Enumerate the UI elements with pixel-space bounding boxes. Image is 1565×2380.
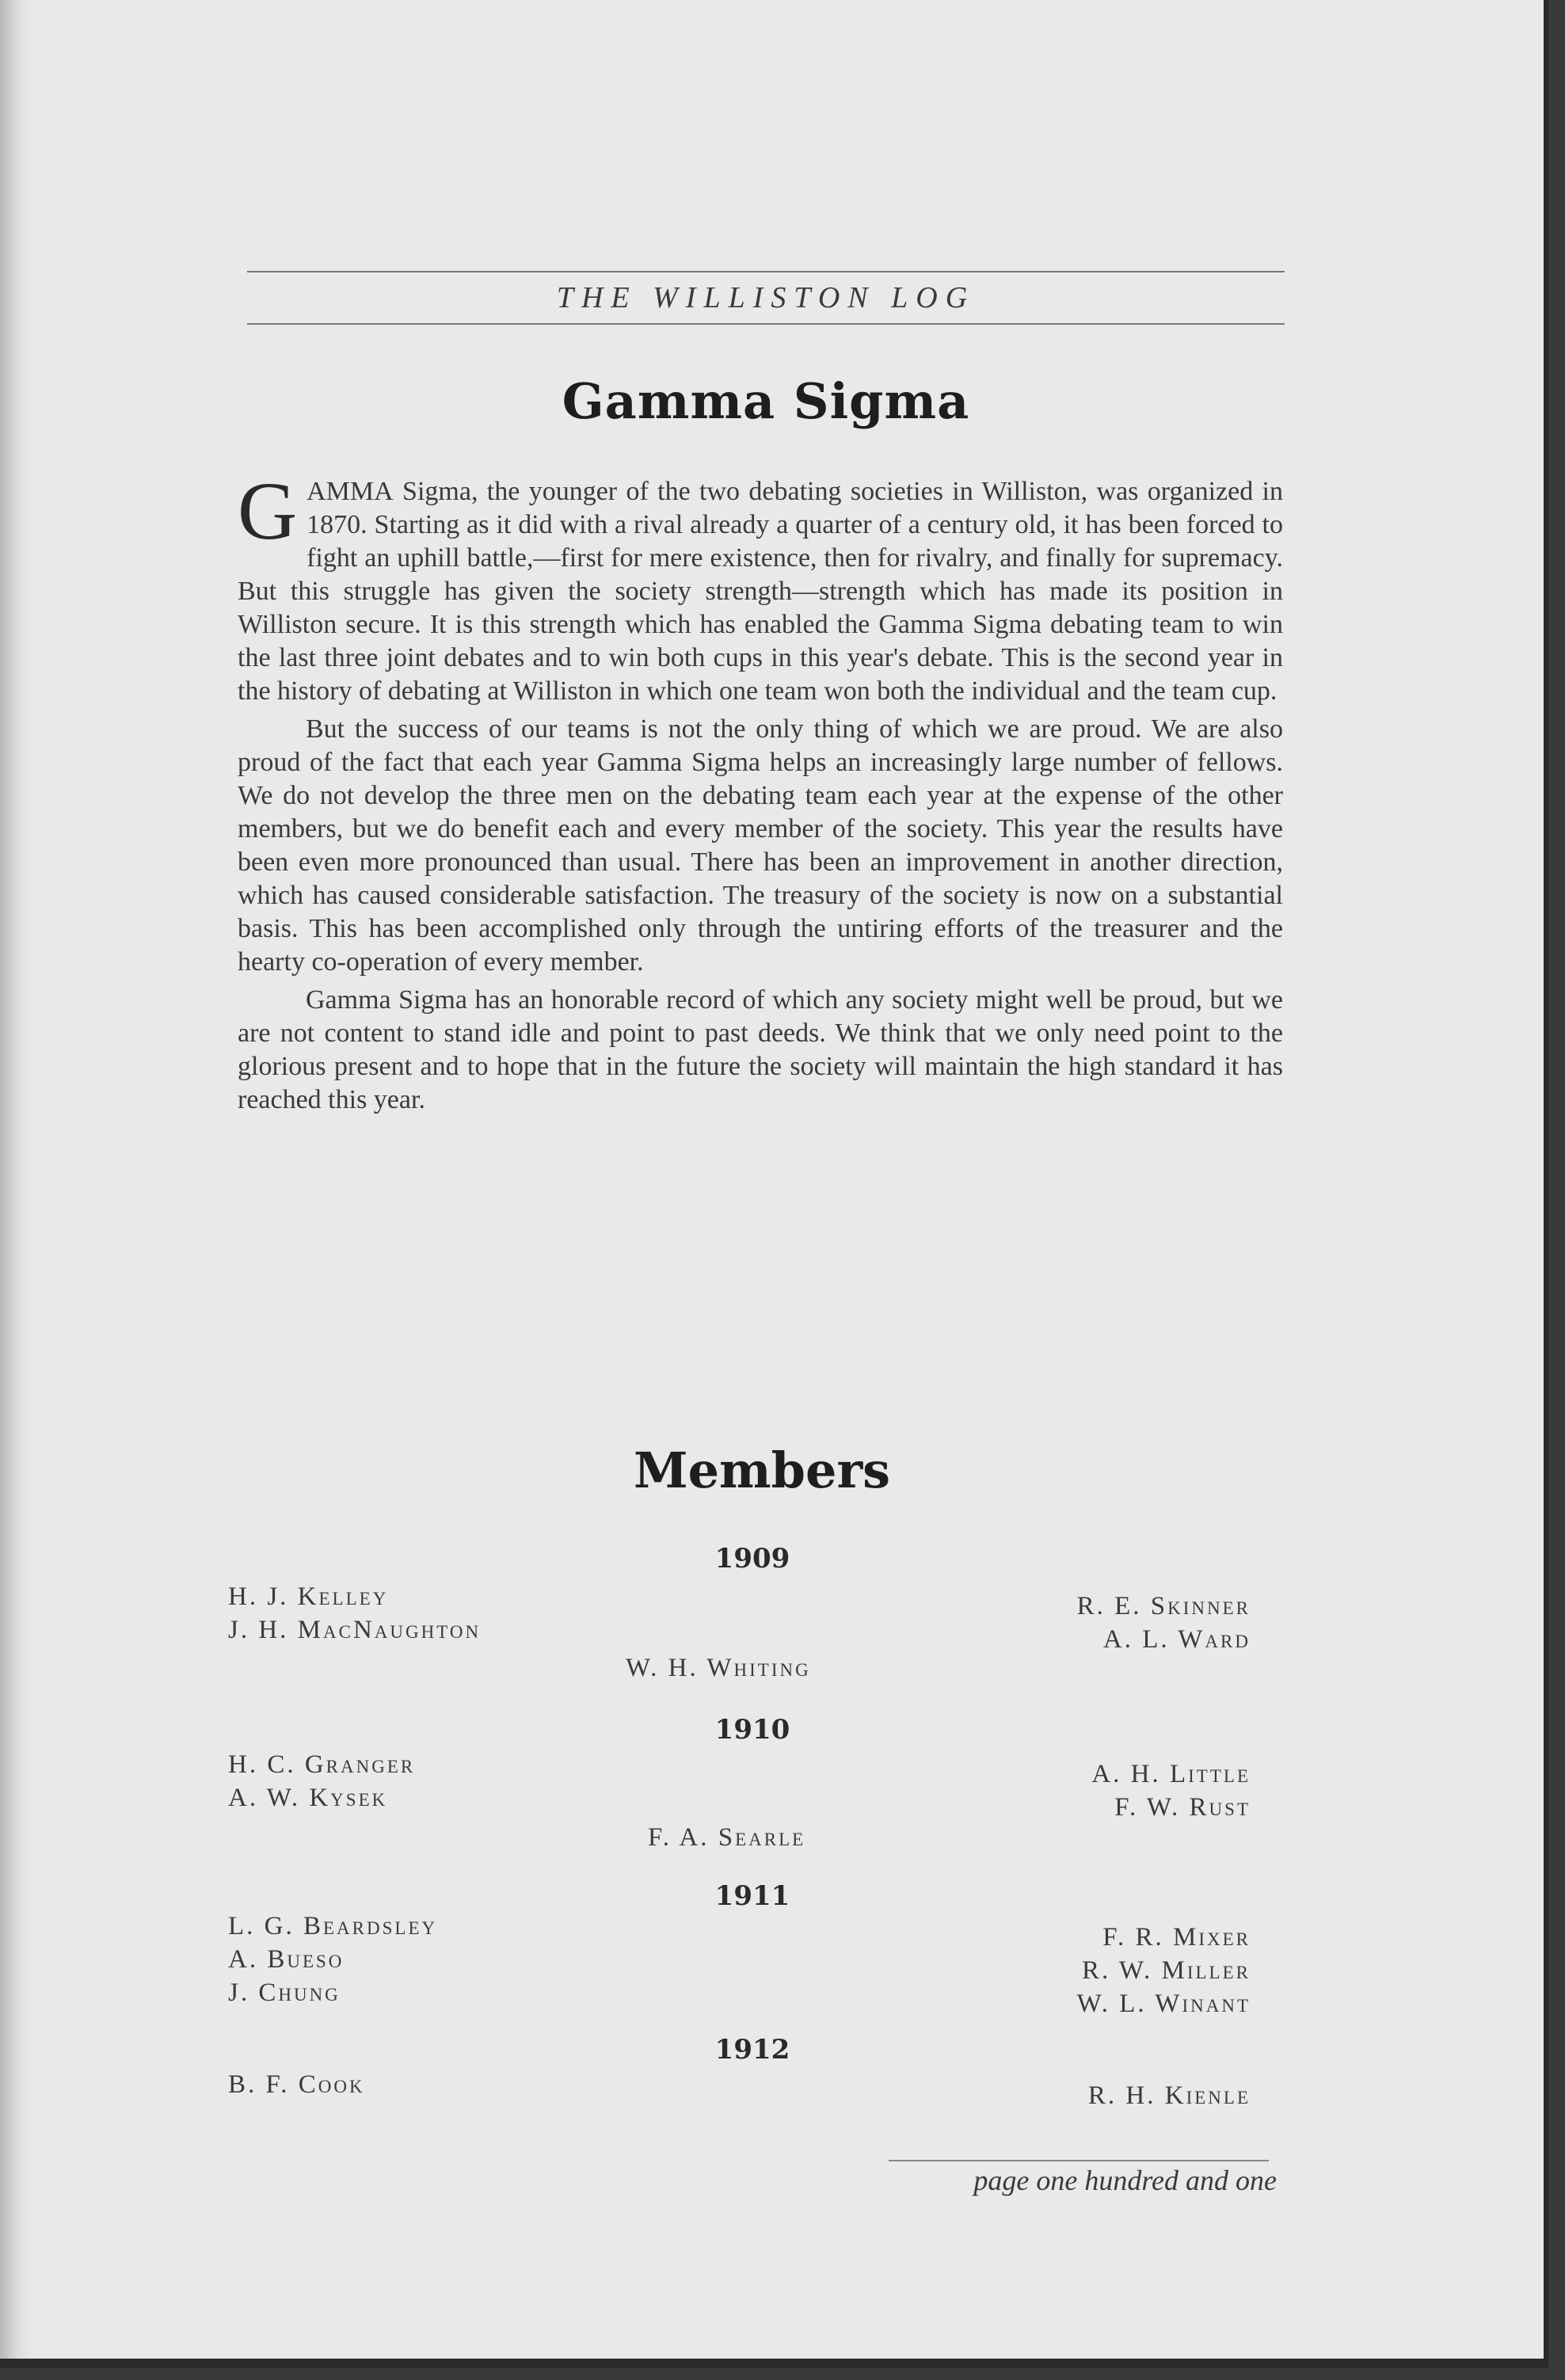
member-name: F. W. Rust: [1114, 1793, 1251, 1822]
year-heading-1912: 1912: [714, 2034, 790, 2066]
running-head: THE WILLISTON LOG: [247, 271, 1285, 325]
member-name: H. J. Kelley: [228, 1582, 389, 1611]
paragraph-3: Gamma Sigma has an honorable record of which any society might well be proud, but we are not content to stand idle and point to past deeds. We think that we only need point to the glorious present and to hope that in the future the society will maintain the high standard it has reached this year.: [238, 985, 1283, 1114]
member-name: H. C. Granger: [228, 1750, 416, 1779]
page-title: Gamma Sigma: [562, 372, 970, 430]
page-number-footer: page one hundred and one: [973, 2165, 1277, 2196]
paragraph-1-text: Sigma, the younger of the two debating societies in Williston, was organized in 1870. Starting as it did with a rival already a quarter of a century old, it has been forced to fight an uphill battle,—first for mere existence, then for rivalry, and finally for supremacy. But this struggle has given the society strength—strength which has made its position in Williston secure. It is this strength which has enabled the Gamma Sigma debating team to win the last three joint debates and to win both cups in this year's debate. This is the second year in the history of debating at Williston in which one team won both the individual and the team cup.: [238, 477, 1283, 706]
member-name: R. E. Skinner: [1076, 1592, 1251, 1620]
member-name: W. L. Winant: [1076, 1990, 1251, 2018]
member-name: A. Bueso: [228, 1945, 345, 1974]
paragraph-2: But the success of our teams is not the only thing of which we are proud. We are also proud of the fact that each year Gamma Sigma helps an increasingly large number of fellows. We do not develop the three men on the debating team each year at the expense of the other members, but we do benefit each and every member of the society. This year the results have been even more pronounced than usual. There has been an improvement in another direction, which has caused considerable satisfaction. The treasury of the society is now on a substantial basis. This has been accomplished only through the untiring efforts of the treasurer and the hearty co-operation of every member.: [238, 714, 1283, 977]
member-name: F. A. Searle: [648, 1823, 806, 1852]
member-name: L. G. Beardsley: [228, 1912, 438, 1940]
paragraph-1-smallcaps: AMMA: [307, 477, 394, 506]
drop-cap: G: [238, 466, 298, 557]
member-name: A. W. Kysek: [228, 1784, 388, 1812]
member-name: R. W. Miller: [1081, 1956, 1251, 1985]
member-name: B. F. Cook: [228, 2070, 365, 2099]
year-heading-1910: 1910: [714, 1714, 790, 1746]
member-name: F. R. Mixer: [1102, 1923, 1251, 1952]
member-name: A. H. Little: [1091, 1760, 1251, 1788]
article-body: [238, 466, 1283, 1121]
member-name: R. H. Kienle: [1087, 2081, 1251, 2110]
member-name: W. H. Whiting: [626, 1654, 811, 1682]
member-name: A. L. Ward: [1102, 1625, 1251, 1654]
footer-rule: [889, 2160, 1269, 2161]
member-name: J. H. MacNaughton: [228, 1616, 482, 1644]
members-heading: Members: [633, 1441, 891, 1499]
book-spine-shadow: [0, 0, 32, 2359]
year-heading-1911: 1911: [714, 1880, 790, 1912]
year-heading-1909: 1909: [714, 1543, 790, 1575]
paragraph-1: [238, 466, 1283, 708]
member-name: J. Chung: [228, 1978, 341, 2007]
